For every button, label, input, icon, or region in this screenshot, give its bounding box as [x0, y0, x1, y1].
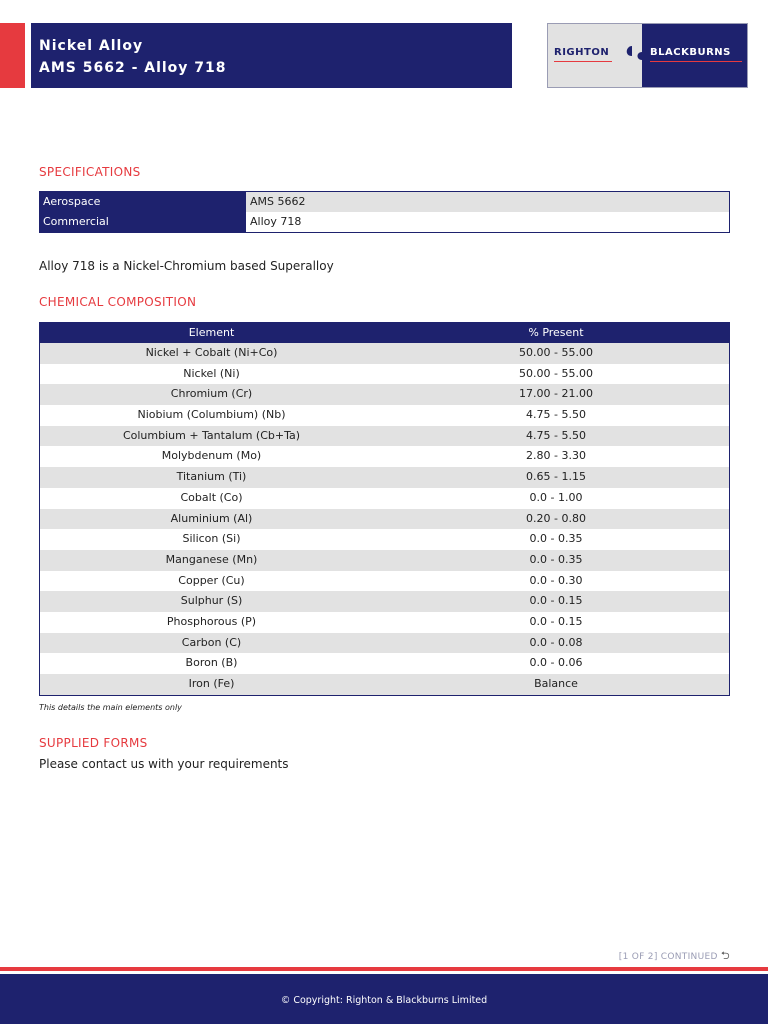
percent-cell: 4.75 - 5.50 [526, 408, 586, 422]
element-cell: Carbon (C) [181, 635, 242, 649]
table-header [40, 323, 729, 343]
footer [0, 974, 768, 1024]
table-row [40, 653, 729, 674]
table-row [40, 343, 729, 364]
supplied-forms-text: Please contact us with your requirements [39, 757, 289, 771]
page-title-line1: Nickel Alloy [39, 38, 144, 54]
element-cell: Silicon (Si) [182, 532, 241, 546]
specifications-table [39, 191, 730, 233]
percent-cell: 0.20 - 0.80 [526, 511, 586, 525]
element-cell: Iron (Fe) [188, 677, 235, 690]
return-arrow-icon: ⮌ [720, 949, 730, 962]
element-cell: Niobium (Columbium) (Nb) [137, 408, 286, 422]
element-cell: Columbium + Tantalum (Cb+Ta) [122, 428, 301, 442]
table-row [40, 446, 729, 467]
copyright-text: © Copyright: Righton & Blackburns Limited [280, 995, 488, 1006]
table-row [40, 212, 729, 232]
title-banner [31, 23, 512, 88]
percent-cell: 0.0 - 0.35 [529, 552, 583, 566]
element-cell: Nickel + Cobalt (Ni+Co) [145, 346, 278, 359]
table-row [40, 529, 729, 550]
table-row [40, 192, 729, 212]
table-row [40, 612, 729, 633]
table-row [40, 674, 729, 695]
chemical-composition-heading: CHEMICAL COMPOSITION [39, 295, 197, 309]
table-body [40, 343, 729, 695]
table-row [40, 364, 729, 385]
header-accent-bar [0, 23, 25, 88]
table-row [40, 550, 729, 571]
table-row [40, 426, 729, 447]
chemical-composition-table [39, 322, 730, 696]
table-row [40, 405, 729, 426]
table-row [40, 591, 729, 612]
element-cell: Molybdenum (Mo) [161, 449, 262, 463]
puzzle-piece-icon [614, 40, 650, 74]
element-cell: Titanium (Ti) [176, 470, 247, 484]
percent-cell: 0.0 - 0.30 [529, 573, 583, 587]
logo-text-righton: RIGHTON [554, 47, 610, 58]
percent-cell: 0.0 - 0.35 [529, 532, 583, 546]
percent-cell: 50.00 - 55.00 [519, 366, 593, 380]
percent-cell: 2.80 - 3.30 [526, 449, 586, 463]
spec-label: Aerospace [40, 192, 246, 212]
table-row [40, 488, 729, 509]
percent-cell: 4.75 - 5.50 [526, 428, 586, 442]
specifications-heading: SPECIFICATIONS [39, 165, 141, 179]
spec-value: Alloy 718 [246, 212, 729, 232]
supplied-forms-heading: SUPPLIED FORMS [39, 736, 148, 750]
spec-value: AMS 5662 [246, 192, 729, 212]
spec-label: Commercial [40, 212, 246, 232]
element-cell: Copper (Cu) [178, 573, 245, 587]
table-row [40, 467, 729, 488]
page-continued-indicator [619, 947, 730, 966]
percent-cell: 0.65 - 1.15 [526, 470, 586, 484]
table-row [40, 633, 729, 654]
percent-cell: 0.0 - 0.15 [529, 594, 583, 608]
table-row [40, 384, 729, 405]
percent-cell: 0.0 - 0.15 [529, 614, 583, 628]
element-cell: Phosphorous (P) [166, 614, 257, 628]
percent-cell: Balance [534, 677, 578, 690]
pagination-text: [1 OF 2] CONTINUED [618, 952, 718, 962]
element-cell: Boron (B) [185, 656, 238, 670]
element-cell: Aluminium (Al) [170, 511, 253, 525]
percent-cell: 0.0 - 0.06 [529, 656, 583, 670]
percent-cell: 0.0 - 0.08 [529, 635, 583, 649]
alloy-description: Alloy 718 is a Nickel-Chromium based Superalloy [39, 259, 334, 273]
element-cell: Chromium (Cr) [170, 387, 253, 401]
element-cell: Cobalt (Co) [180, 490, 243, 504]
element-cell: Nickel (Ni) [183, 366, 240, 380]
table-footnote: This details the main elements only [39, 703, 182, 712]
page-title-line2: AMS 5662 - Alloy 718 [39, 60, 227, 76]
percent-cell: 17.00 - 21.00 [519, 387, 593, 401]
company-logo [547, 23, 748, 88]
column-header-present: % Present [528, 326, 584, 339]
column-header-element: Element [188, 326, 235, 339]
element-cell: Manganese (Mn) [165, 552, 258, 566]
table-row [40, 509, 729, 530]
logo-text-blackburns: BLACKBURNS [650, 47, 731, 58]
element-cell: Sulphur (S) [180, 594, 243, 608]
table-row [40, 571, 729, 592]
percent-cell: 0.0 - 1.00 [529, 490, 583, 504]
percent-cell: 50.00 - 55.00 [519, 346, 593, 359]
